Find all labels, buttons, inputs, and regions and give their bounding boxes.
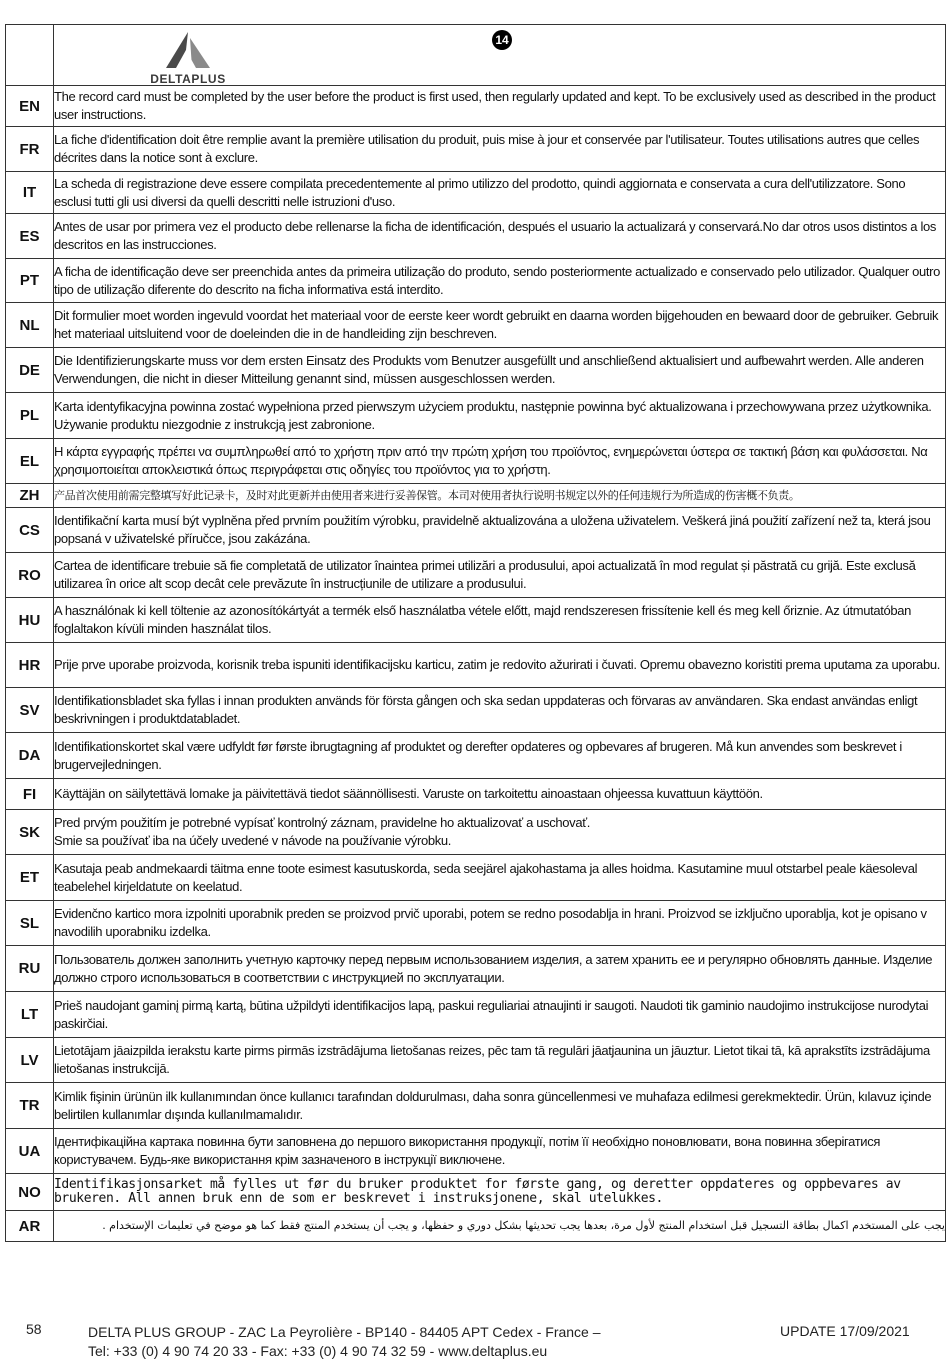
language-row-fi [6, 779, 946, 810]
language-code: NL [6, 303, 54, 348]
language-code: FR [6, 127, 54, 172]
instruction-text: Identifikationsbladet ska fyllas i innan produkten används för första gången och ska sedan uppdateras och förvaras av användaren. Ska endast användas enligt beskrivningen i produktdatabladet. [54, 688, 946, 733]
language-code: EL [6, 439, 54, 484]
language-row-el [6, 439, 946, 484]
instruction-text: Identifikationskortet skal være udfyldt før første ibrugtagning af produktet og derefter opdateres og opbevares af brugeren. Må kun anvendes som beskrevet i brugervejledningen. [54, 733, 946, 779]
language-row-en [6, 86, 946, 127]
language-code: HU [6, 598, 54, 643]
language-code: SK [6, 810, 54, 855]
brand-name: DELTAPLUS [150, 72, 226, 86]
language-code: ET [6, 855, 54, 901]
language-row-lt [6, 992, 946, 1038]
instruction-text: Cartea de identificare trebuie să fie completată de utilizator înaintea primei utilizări a produsului, apoi actualizată în mod regulat și păstrată cu grijă. Este exclusă utilizarea în orice alt scop decât cele prevăzute în instrucțiunile de utilizare a produsului. [54, 553, 946, 598]
language-row-zh [6, 484, 946, 508]
language-row-lv [6, 1038, 946, 1083]
language-row-no [6, 1174, 946, 1211]
instruction-text: Пользователь должен заполнить учетную карточку перед первым использованием изделия, а затем хранить ее и регулярно обновлять данные. Изделие должно строго использоваться в соответствии с инструкцией по эксплуатации. [54, 946, 946, 992]
language-row-de [6, 348, 946, 393]
instruction-text: Lietotājam jāaizpilda ierakstu karte pirms pirmās izstrādājuma lietošanas reizes, pēc tam tā regulāri jāatjaunina un jāuztur. Lietot tikai tā, kā aprakstīts izstrādājuma lietošanas instrukcijā. [54, 1038, 946, 1083]
language-code: FI [6, 779, 54, 810]
language-row-da [6, 733, 946, 779]
language-code: CS [6, 508, 54, 553]
language-code: RU [6, 946, 54, 992]
instruction-text: Ідентифікаційна картака повинна бути заповнена до першого використання продукції, потім її необхідно поновлювати, вона повинна зберігатися користувачем. Будь-яке використання крім зазначеного в інструкції виключене. [54, 1129, 946, 1174]
language-row-sv [6, 688, 946, 733]
company-line-2: Tel: +33 (0) 4 90 74 20 33 - Fax: +33 (0) 4 90 74 32 59 - www.deltaplus.eu [88, 1343, 548, 1359]
language-code: NO [6, 1174, 54, 1211]
instruction-text: Kimlik fişinin ürünün ilk kullanımından önce kullanıcı tarafından doldurulması, daha sonra güncellenmesi ve muhafaza edilmesi gerekmektedir. Ürün, kılavuz içinde belirtilen kullanımlar dışında kullanılmamalıdır. [54, 1083, 946, 1129]
company-line-1: DELTA PLUS GROUP - ZAC La Peyrolière - BP140 - 84405 APT Cedex - France – [88, 1324, 601, 1340]
language-code: AR [6, 1211, 54, 1242]
instruction-text: Prieš naudojant gaminį pirmą kartą, būtina užpildyti identifikacijos lapą, paskui reguliariai atnaujinti ir saugoti. Naudoti tik gaminio naudojimo instrukcijose nurodytai paskirčiai. [54, 992, 946, 1038]
language-code: ES [6, 214, 54, 259]
instruction-text: 产品首次使用前需完整填写好此记录卡，及时对此更新并由使用者来进行妥善保管。本司对使用者执行说明书规定以外的任何违规行为所造成的伤害概不负责。 [54, 484, 946, 508]
deltaplus-logo [125, 30, 251, 86]
instruction-text: Evidenčno kartico mora izpolniti uporabnik preden se proizvod prvič uporabi, potem se redno posodablja in hrani. Proizvod se izključno uporablja, kot je opisano v navodilih uporabniku izdelka. [54, 901, 946, 946]
language-row-hu [6, 598, 946, 643]
page-number: 58 [26, 1321, 42, 1337]
instruction-text: A használónak ki kell töltenie az azonosítókártyát a termék első használatba vétele előtt, majd rendszeresen frissítenie kell és meg kell őriznie. Az útmutatóban foglaltakon kívüli minden használat tilos. [54, 598, 946, 643]
language-code: SV [6, 688, 54, 733]
language-row-pt [6, 259, 946, 303]
language-row-nl [6, 303, 946, 348]
language-row-tr [6, 1083, 946, 1129]
language-code: PT [6, 259, 54, 303]
language-row-ro [6, 553, 946, 598]
language-row-it [6, 172, 946, 214]
language-code: ZH [6, 484, 54, 508]
language-row-cs [6, 508, 946, 553]
language-code: RO [6, 553, 54, 598]
language-row-es [6, 214, 946, 259]
instruction-text: Kasutaja peab andmekaardi täitma enne toote esimest kasutuskorda, seda seejärel ajakohastama ja alles hoidma. Kasutamine muul otstarbel peale käesoleval teabelehel kirjeldatute on keelatud. [54, 855, 946, 901]
language-row-pl [6, 393, 946, 439]
instruction-text: Η κάρτα εγγραφής πρέπει να συμπληρωθεί από το χρήστη πριν από την πρώτη χρήση του προϊόντος, ενημερώνεται ύστερα σε τακτική βάση και φυλάσσεται. Να χρησιμοποιείται αποκλειστικά όπως περιγράφεται στις οδηγίες του προϊόντος για το χρήστη. [54, 439, 946, 484]
language-code: DA [6, 733, 54, 779]
instruction-text: The record card must be completed by the user before the product is first used, then regularly updated and kept. To be exclusively used as described in the product user instructions. [54, 86, 946, 127]
instruction-text: Antes de usar por primera vez el producto debe rellenarse la ficha de identificación, después el usuario la actualizará y conservará.No dar otros usos distintos a los descritos en las instrucciones. [54, 214, 946, 259]
language-code: DE [6, 348, 54, 393]
instruction-text: يجب على المستخدم اكمال بطاقة التسجيل قبل استخدام المنتج لأول مرة، بعدها يجب تحديثها بشكل دوري و حفظها، و يجب أن يستخدم المنتج فقط كما هو موضح في تعليمات الإستخدام . [54, 1211, 946, 1242]
instruction-text: A ficha de identificação deve ser preenchida antes da primeira utilização do produto, sendo posteriormente actualizado e conservado pelo utilizador. Qualquer outro tipo de utilização diferente do descrito na ficha informativa está interdito. [54, 259, 946, 303]
language-row-ua [6, 1129, 946, 1174]
language-row-sk [6, 810, 946, 855]
instruction-text: Identifikasjonsarket må fylles ut før du bruker produktet for første gang, og deretter oppdateres og oppbevares av brukeren. All annen bruk enn de som er beskrevet i instruksjonene, skal utelukkes. [54, 1174, 946, 1211]
instruction-text: La fiche d'identification doit être remplie avant la première utilisation du produit, puis mise à jour et conservée par l'utilisateur. Toutes utilisations autres que celles décrites dans la notice sont à exclure. [54, 127, 946, 172]
language-row-hr [6, 643, 946, 688]
instruction-text: La scheda di registrazione deve essere compilata precedentemente al primo utilizzo del prodotto, quindi aggiornata e conservata a cura dell'utilizzatore. Sono esclusi tutti gli usi diversi da quelli descritti nelle istruzioni d'uso. [54, 172, 946, 214]
page-badge: 14 [492, 30, 512, 50]
delta-triangle-icon [162, 30, 214, 70]
header-logo-cell [54, 25, 946, 86]
header-row [6, 25, 946, 86]
language-code: HR [6, 643, 54, 688]
language-code: UA [6, 1129, 54, 1174]
language-code: PL [6, 393, 54, 439]
instruction-text: Karta identyfikacyjna powinna zostać wypełniona przed pierwszym użyciem produktu, następnie powinna być aktualizowana i przechowywana przez użytkownika. Używanie produktu niezgodnie z instrukcją jest zabronione. [54, 393, 946, 439]
instruction-text: Pred prvým použitím je potrebné vypísať kontrolný záznam, pravidelne ho aktualizovať a uschovať. Smie sa používať iba na účely uvedené v návode na používanie výrobku. [54, 810, 946, 855]
instruction-text: Prije prve uporabe proizvoda, korisnik treba ispuniti identifikacijsku karticu, zatim je redovito ažurirati i čuvati. Opremu obavezno koristiti prema uputama za uporabu. [54, 643, 946, 688]
language-code: SL [6, 901, 54, 946]
instructions-table [5, 24, 946, 1242]
language-row-sl [6, 901, 946, 946]
instruction-text: Die Identifizierungskarte muss vor dem ersten Einsatz des Produkts vom Benutzer ausgefüllt und anschließend aktualisiert und aufbewahrt werden. Alle anderen Verwendungen, die nicht in dieser Mitteilung genannt sind, müssen ausgeschlossen werden. [54, 348, 946, 393]
instruction-text: Identifikační karta musí být vyplněna před prvním použitím výrobku, pravidelně aktualizována a uložena uživatelem. Veškerá jiná použití zařízení než ta, která jsou popsaná v uživatelské příručce, jsou zakázána. [54, 508, 946, 553]
language-row-ar [6, 1211, 946, 1242]
language-row-et [6, 855, 946, 901]
language-code: LV [6, 1038, 54, 1083]
update-date: UPDATE 17/09/2021 [780, 1323, 910, 1339]
language-code: LT [6, 992, 54, 1038]
instruction-text: Dit formulier moet worden ingevuld voordat het materiaal voor de eerste keer wordt gebruikt en daarna worden bijgehouden en bewaard door de gebruiker. Gebruik het materiaal uitsluitend voor de doeleinden die in de handleiding zijn beschreven. [54, 303, 946, 348]
header-empty-cell [6, 25, 54, 86]
company-address [88, 1323, 601, 1361]
language-code: EN [6, 86, 54, 127]
language-code: TR [6, 1083, 54, 1129]
instruction-text: Käyttäjän on säilytettävä lomake ja päivitettävä tiedot säännöllisesti. Varuste on tarkoitettu ainoastaan ohjeessa kuvattuun käyttöön. [54, 779, 946, 810]
language-row-ru [6, 946, 946, 992]
language-code: IT [6, 172, 54, 214]
language-row-fr [6, 127, 946, 172]
